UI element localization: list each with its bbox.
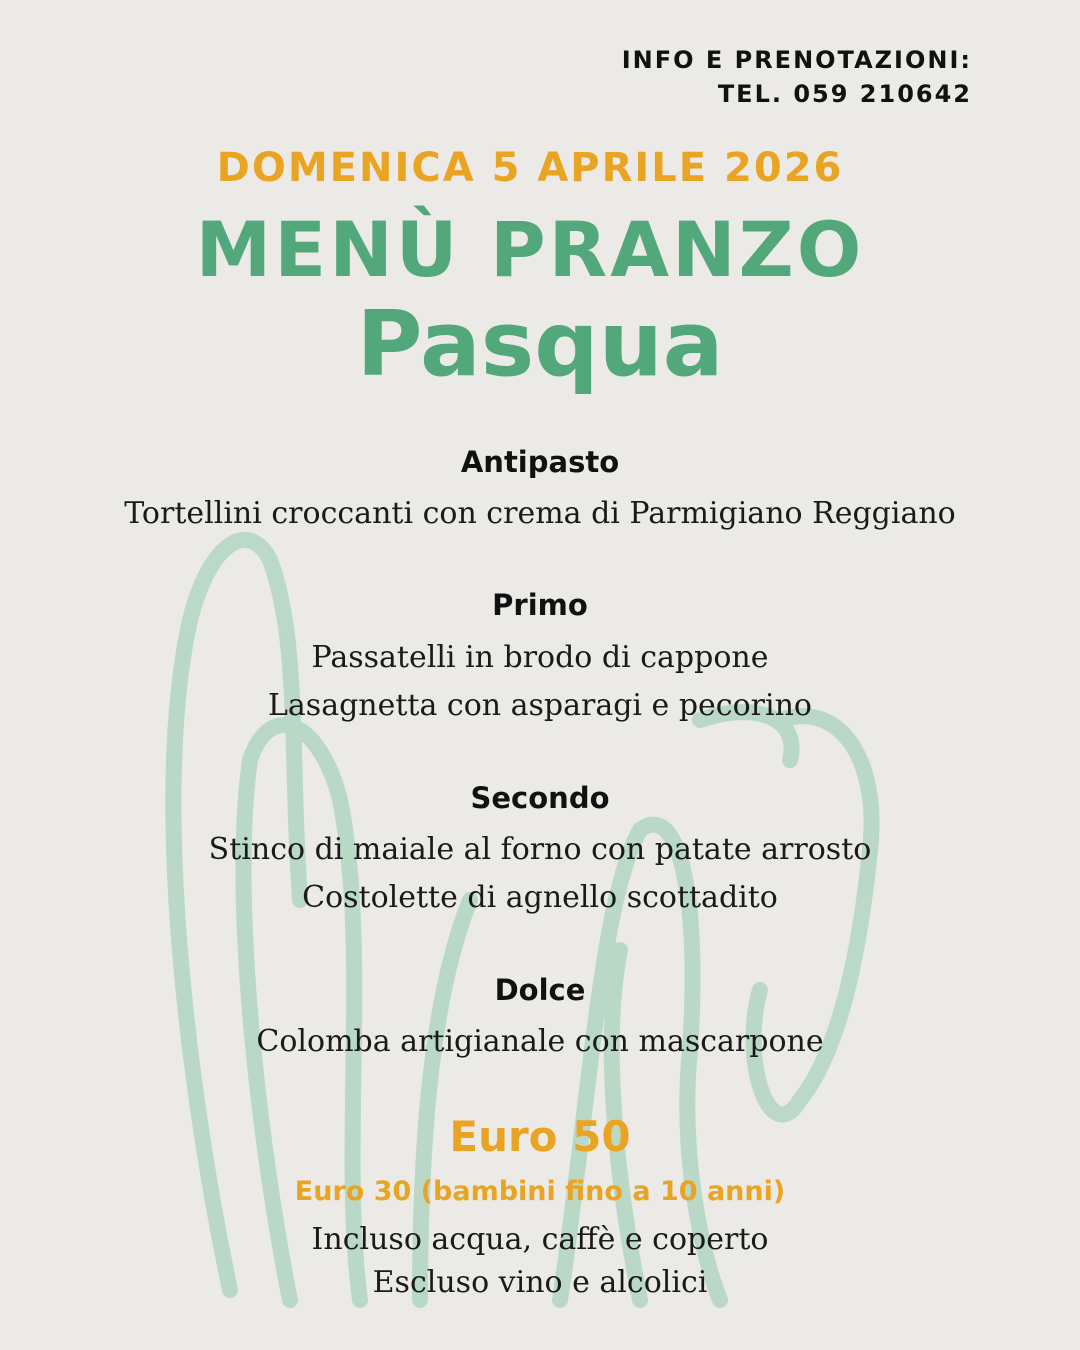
course-heading-dolce: Dolce — [494, 973, 586, 1007]
event-date: DOMENICA 5 APRILE 2026 — [216, 145, 844, 191]
dish-item: Tortellini croccanti con crema di Parmigiano Reggiano — [124, 496, 956, 531]
phone-number: TEL. 059 210642 — [717, 80, 972, 108]
dish-item: Costolette di agnello scottadito — [302, 880, 778, 915]
children-price: Euro 30 (bambini fino a 10 anni) — [294, 1176, 786, 1207]
adult-price: Euro 50 — [449, 1112, 631, 1161]
menu-subtitle: Pasqua — [356, 292, 724, 397]
dish-item: Lasagnetta con asparagi e pecorino — [268, 688, 812, 723]
dish-item: Passatelli in brodo di cappone — [311, 640, 769, 675]
course-heading-antipasto: Antipasto — [460, 445, 620, 479]
excluded-note: Escluso vino e alcolici — [372, 1265, 708, 1300]
dish-item: Colomba artigianale con mascarpone — [256, 1024, 824, 1059]
course-heading-primo: Primo — [492, 588, 588, 622]
dish-item: Stinco di maiale al forno con patate arrosto — [208, 832, 872, 867]
menu-title: MENÙ PRANZO — [195, 205, 865, 294]
course-heading-secondo: Secondo — [470, 781, 610, 815]
info-label: INFO E PRENOTAZIONI: — [621, 46, 972, 74]
included-note: Incluso acqua, caffè e coperto — [311, 1222, 769, 1257]
